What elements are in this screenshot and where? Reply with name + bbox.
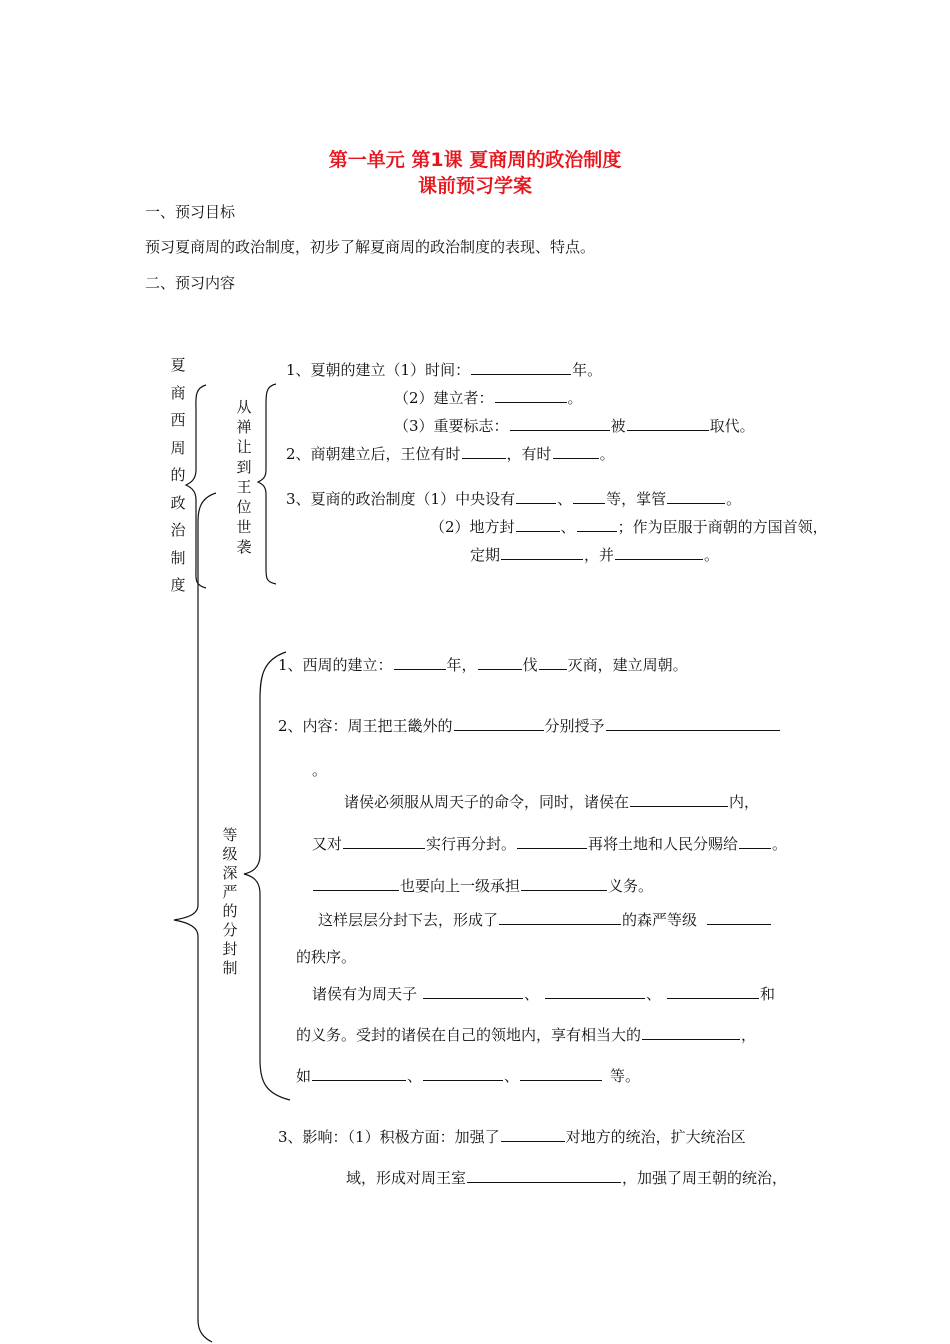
blank[interactable] <box>423 1066 503 1081</box>
section1-text: 预习夏商周的政治制度，初步了解夏商周的政治制度的表现、特点。 <box>145 238 596 256</box>
vassal-rights-examples: 如 、 、 等。 <box>296 1067 641 1085</box>
xia-shang-local: （2）地方封 、 ；作为臣服于商朝的方国首领， <box>430 518 828 536</box>
blank[interactable] <box>394 655 446 670</box>
blank[interactable] <box>577 517 617 532</box>
influence-1: 3、影响：（1）积极方面：加强了 对地方的统治，扩大统治区 <box>278 1128 746 1146</box>
blank[interactable] <box>707 910 771 925</box>
xizhou-founding: 1、西周的建立： 年， 伐 灭商，建立周朝。 <box>278 656 688 674</box>
xia-shang-local-2: 定期 ，并 。 <box>470 546 720 564</box>
vassal-duty-2: 又对 实行再分封。 再将土地和人民分赐给 。 <box>312 835 788 853</box>
blank[interactable] <box>630 792 728 807</box>
blank[interactable] <box>739 834 771 849</box>
vassal-rights: 的义务。受封的诸侯在自己的领地内，享有相当大的 ， <box>296 1026 757 1044</box>
xia-mark: （3）重要标志： 被 取代。 <box>394 417 755 435</box>
blank[interactable] <box>627 416 709 431</box>
blank[interactable] <box>667 489 725 504</box>
blank[interactable] <box>606 716 780 731</box>
blank[interactable] <box>312 1066 406 1081</box>
section2-heading: 二、预习内容 <box>145 274 236 292</box>
blank[interactable] <box>423 984 523 999</box>
blank[interactable] <box>499 910 621 925</box>
branch2-label: 等 级 深 严 的 分 封 制 <box>222 826 238 977</box>
blank[interactable] <box>467 1168 621 1183</box>
section1-heading: 一、预习目标 <box>145 203 236 221</box>
branch1-label: 从 禅 让 到 王 位 世 袭 <box>236 398 252 556</box>
blank[interactable] <box>667 984 759 999</box>
xia-founding-time: 1、夏朝的建立（1）时间： 年。 <box>286 361 603 379</box>
blank[interactable] <box>501 1127 565 1142</box>
blank[interactable] <box>516 517 560 532</box>
long-brace <box>174 493 216 1342</box>
blank[interactable] <box>454 716 544 731</box>
xia-founder: （2）建立者： 。 <box>394 389 583 407</box>
main-brace <box>186 385 206 588</box>
blank[interactable] <box>520 1066 602 1081</box>
blank[interactable] <box>539 655 567 670</box>
blank[interactable] <box>313 876 399 891</box>
page-title: 第一单元 第1课 夏商周的政治制度 <box>328 149 622 171</box>
blank[interactable] <box>510 416 610 431</box>
vassal-obligations: 诸侯有为周天子 、 、 和 <box>312 985 776 1003</box>
blank[interactable] <box>521 876 607 891</box>
shang-throne: 2、商朝建立后，王位有时 ，有时 。 <box>286 445 615 463</box>
xia-shang-central: 3、夏商的政治制度（1）中央设有 、 等，掌管 。 <box>286 490 742 508</box>
blank[interactable] <box>471 360 571 375</box>
blank[interactable] <box>501 545 583 560</box>
blank[interactable] <box>478 655 522 670</box>
blank[interactable] <box>615 545 703 560</box>
blank[interactable] <box>545 984 645 999</box>
vassal-duty-3: 也要向上一级承担 义务。 <box>312 876 653 896</box>
hierarchy-1: 这样层层分封下去，形成了 的森严等级 <box>318 910 772 930</box>
blank[interactable] <box>517 834 587 849</box>
fief-content: 2、内容：周王把王畿外的 分别授予 <box>278 716 781 736</box>
hierarchy-2: 的秩序。 <box>296 948 357 966</box>
blank[interactable] <box>343 834 425 849</box>
fief-content-end: 。 <box>312 761 328 779</box>
blank[interactable] <box>573 489 605 504</box>
blank[interactable] <box>642 1025 740 1040</box>
influence-2: 域，形成对周王室 ，加强了周王朝的统治， <box>346 1169 788 1187</box>
blank[interactable] <box>462 444 506 459</box>
vassal-duty-1: 诸侯必须服从周天子的命令，同时，诸侯在 内， <box>344 793 760 811</box>
branch1-brace <box>258 384 276 584</box>
blank[interactable] <box>553 444 599 459</box>
main-label: 夏 商 西 周 的 政 治 制 度 <box>170 356 186 594</box>
page-subtitle: 课前预习学案 <box>417 175 532 197</box>
blank[interactable] <box>495 388 567 403</box>
blank[interactable] <box>516 489 556 504</box>
